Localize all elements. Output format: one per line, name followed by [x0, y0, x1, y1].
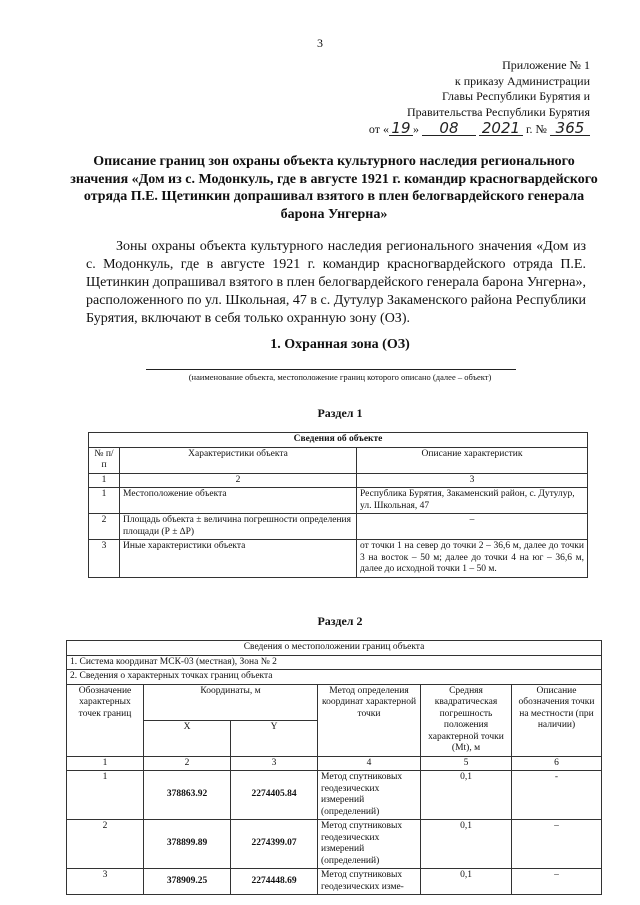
appendix-line: Приложение № 1	[502, 58, 590, 72]
page-number: 3	[317, 36, 323, 50]
table-row	[67, 771, 602, 820]
appendix-line: Правительства Республики Бурятия	[406, 104, 590, 119]
header-num: 3	[231, 756, 318, 771]
point-id: 2	[67, 820, 144, 869]
date-month: 08	[422, 122, 476, 136]
header-num: 6	[512, 756, 602, 771]
document-title: Описание границ зон охраны объекта культурного наследия регионального значения «Дом из с. Модонкуль, где в августе 1921 г. командир красногвардейского отряда П.Е. Щетинкин допрашивал взятого в плен белогвардейского генерала барона Унгерна»	[70, 154, 598, 222]
object-info-table	[88, 432, 588, 578]
object-underline	[146, 369, 516, 370]
coord-y: 2274405.84	[231, 771, 318, 820]
method: Метод спутниковых геодезических изме-	[318, 869, 421, 895]
section1-title: Раздел 1	[317, 406, 363, 420]
accuracy: 0,1	[421, 820, 512, 869]
row-number: 3	[89, 540, 120, 578]
col-header-method: Метод определения координат характерной точки	[318, 684, 421, 756]
date-prefix: от «	[368, 122, 389, 136]
header-num: 2	[120, 473, 357, 488]
table-row	[67, 820, 602, 869]
appendix-date	[350, 119, 590, 138]
col-header-y: Y	[231, 720, 318, 756]
appendix-block	[350, 58, 590, 138]
order-number: 365	[550, 122, 590, 136]
table-title: Сведения о местоположении границ объекта	[67, 641, 602, 656]
col-header-characteristic: Характеристики объекта	[120, 447, 357, 473]
row-description: Республика Бурятия, Закаменский район, с. Дутулур, ул. Школьная, 47	[357, 488, 588, 514]
table-row	[89, 488, 588, 514]
method: Метод спутниковых геодезических измерений (определений)	[318, 771, 421, 820]
point-description: –	[512, 869, 602, 895]
col-header-description: Описание характеристик	[357, 447, 588, 473]
date-day: 19	[389, 122, 413, 136]
row-number: 1	[89, 488, 120, 514]
row-characteristic: Местоположение объекта	[120, 488, 357, 514]
number-prefix: г. №	[525, 122, 547, 136]
object-caption: (наименование объекта, местоположение границ которого описано (далее – объект)	[188, 372, 492, 382]
header-num: 1	[67, 756, 144, 771]
accuracy: 0,1	[421, 869, 512, 895]
col-header-accuracy: Средняя квадратическая погрешность положения характерной точки (Mt), м	[421, 684, 512, 756]
coord-x: 378909.25	[144, 869, 231, 895]
section2-title: Раздел 2	[317, 614, 363, 628]
header-num: 1	[89, 473, 120, 488]
point-id: 1	[67, 771, 144, 820]
point-description: –	[512, 820, 602, 869]
coord-x: 378863.92	[144, 771, 231, 820]
coord-y: 2274399.07	[231, 820, 318, 869]
point-description: -	[512, 771, 602, 820]
date-year: 2021	[479, 122, 523, 136]
coordinate-system: 1. Система координат МСК-03 (местная), Зона № 2	[67, 655, 602, 670]
row-description: от точки 1 на север до точки 2 – 36,6 м, далее до точки 3 на восток – 50 м; далее до точки 4 на юг – 36,6 м, далее до исходной точки 1 – 50 м.	[357, 540, 588, 578]
row-number: 2	[89, 514, 120, 540]
points-heading: 2. Сведения о характерных точках границ объекта	[67, 670, 602, 685]
appendix-line: Главы Республики Бурятия и	[442, 89, 590, 103]
intro-paragraph: Зоны охраны объекта культурного наследия регионального значения «Дом из с. Модонкуль, где в августе 1921 г. командир красногвардейского отряда П.Е. Щетинкин допрашивал взятого в плен белогвардейского генерала барона Унгерна», расположенного по ул. Школьная, 47 в с. Дутулур Закаменского района Республики Бурятия, включают в себя только охранную зону (ОЗ).	[86, 239, 586, 326]
table-row	[67, 869, 602, 895]
coord-x: 378899.89	[144, 820, 231, 869]
header-num: 3	[357, 473, 588, 488]
row-description: –	[357, 514, 588, 540]
header-num: 4	[318, 756, 421, 771]
table-row	[89, 540, 588, 578]
table-title: Сведения об объекте	[89, 433, 588, 448]
date-mid: »	[412, 122, 419, 136]
accuracy: 0,1	[421, 771, 512, 820]
table-row	[89, 514, 588, 540]
col-header-x: X	[144, 720, 231, 756]
boundary-points-table	[66, 640, 602, 895]
point-id: 3	[67, 869, 144, 895]
col-header-coords: Координаты, м	[144, 684, 318, 720]
header-num: 2	[144, 756, 231, 771]
method: Метод спутниковых геодезических измерений (определений)	[318, 820, 421, 869]
row-characteristic: Площадь объекта ± величина погрешности определения площади (Р ± ∆Р)	[120, 514, 357, 540]
coord-y: 2274448.69	[231, 869, 318, 895]
col-header-number: № п/п	[89, 447, 120, 473]
col-header-point: Обозначение характерных точек границ	[67, 684, 144, 756]
header-num: 5	[421, 756, 512, 771]
col-header-description: Описание обозначения точки на местности (при наличии)	[512, 684, 602, 756]
appendix-line: к приказу Администрации	[454, 73, 590, 88]
row-characteristic: Иные характеристики объекта	[120, 540, 357, 578]
section-heading: 1. Охранная зона (ОЗ)	[270, 337, 410, 352]
